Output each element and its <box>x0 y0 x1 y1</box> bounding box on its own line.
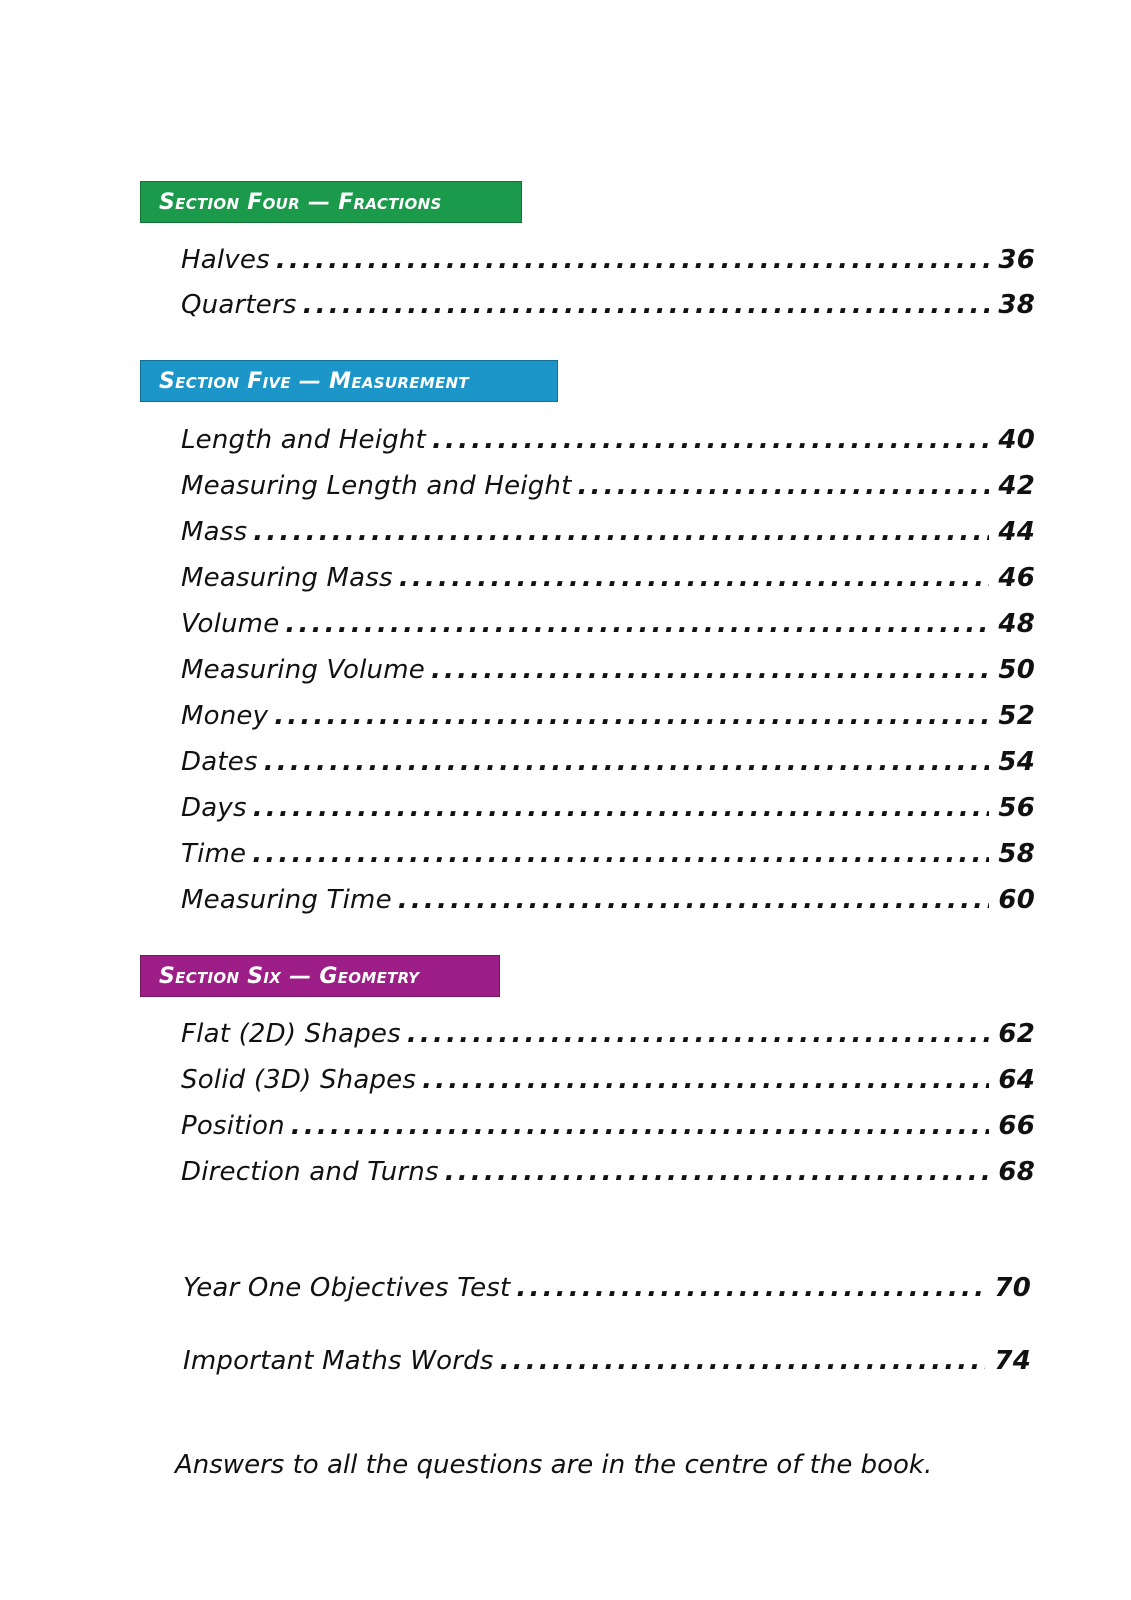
answers-note: Answers to all the questions are in the centre of the book. <box>175 1450 933 1480</box>
entry-label: Important Maths Words <box>183 1346 494 1376</box>
dot-leader <box>399 558 989 598</box>
entry-label: Length and Height <box>181 425 426 455</box>
entry-label: Mass <box>181 517 248 547</box>
dot-leader <box>445 1152 989 1192</box>
toc-entry-measuring-length-and-height[interactable] <box>181 466 1035 506</box>
toc-entry-solid-shapes[interactable] <box>181 1060 1035 1100</box>
toc-entry-flat-shapes[interactable] <box>181 1014 1035 1054</box>
toc-entry-dates[interactable] <box>181 742 1035 782</box>
entry-label: Year One Objectives Test <box>183 1273 511 1303</box>
entry-label: Solid (3D) Shapes <box>181 1065 417 1095</box>
dot-leader <box>291 1106 989 1146</box>
toc-entry-measuring-volume[interactable] <box>181 650 1035 690</box>
entry-page: 52 <box>998 701 1035 731</box>
entry-label: Measuring Time <box>181 885 392 915</box>
dot-leader <box>276 240 989 280</box>
entry-label: Time <box>181 839 247 869</box>
section-four-title: Section Four — Fractions <box>159 189 442 215</box>
entry-page: 54 <box>998 747 1035 777</box>
entry-page: 70 <box>994 1273 1031 1303</box>
entry-page: 46 <box>998 563 1035 593</box>
entry-label: Flat (2D) Shapes <box>181 1019 401 1049</box>
toc-entry-direction-and-turns[interactable] <box>181 1152 1035 1192</box>
dot-leader <box>252 834 989 874</box>
dot-leader <box>577 466 989 506</box>
entry-page: 36 <box>998 245 1035 275</box>
entry-label: Halves <box>181 245 270 275</box>
toc-entry-objectives-test[interactable] <box>183 1268 1031 1308</box>
entry-page: 48 <box>998 609 1035 639</box>
entry-page: 50 <box>998 655 1035 685</box>
entry-label: Measuring Volume <box>181 655 425 685</box>
entry-page: 40 <box>998 425 1035 455</box>
toc-entry-volume[interactable] <box>181 604 1035 644</box>
entry-page: 64 <box>998 1065 1035 1095</box>
toc-entry-position[interactable] <box>181 1106 1035 1146</box>
entry-label: Direction and Turns <box>181 1157 439 1187</box>
toc-entry-halves[interactable] <box>181 240 1035 280</box>
entry-page: 62 <box>998 1019 1035 1049</box>
entry-page: 44 <box>998 517 1035 547</box>
entry-label: Position <box>181 1111 285 1141</box>
entry-page: 74 <box>994 1346 1031 1376</box>
dot-leader <box>431 650 989 690</box>
entry-label: Quarters <box>181 290 297 320</box>
toc-entry-measuring-mass[interactable] <box>181 558 1035 598</box>
dot-leader <box>422 1060 989 1100</box>
section-five-header <box>140 360 558 402</box>
entry-label: Measuring Length and Height <box>181 471 572 501</box>
dot-leader <box>303 285 989 325</box>
entry-page: 68 <box>998 1157 1035 1187</box>
dot-leader <box>264 742 989 782</box>
entry-label: Money <box>181 701 269 731</box>
section-six-header <box>140 955 500 997</box>
toc-entry-money[interactable] <box>181 696 1035 736</box>
entry-label: Dates <box>181 747 258 777</box>
toc-entry-quarters[interactable] <box>181 285 1035 325</box>
toc-entry-days[interactable] <box>181 788 1035 828</box>
toc-entry-time[interactable] <box>181 834 1035 874</box>
dot-leader <box>253 788 989 828</box>
toc-entry-maths-words[interactable] <box>183 1341 1031 1381</box>
entry-page: 42 <box>998 471 1035 501</box>
section-four-header <box>140 181 522 223</box>
dot-leader <box>407 1014 989 1054</box>
section-five-title: Section Five — Measurement <box>159 368 469 394</box>
dot-leader <box>253 512 989 552</box>
dot-leader <box>285 604 989 644</box>
section-six-title: Section Six — Geometry <box>159 963 420 989</box>
entry-page: 56 <box>998 793 1035 823</box>
entry-page: 66 <box>998 1111 1035 1141</box>
entry-page: 58 <box>998 839 1035 869</box>
entry-page: 38 <box>998 290 1035 320</box>
dot-leader <box>432 420 989 460</box>
dot-leader <box>516 1268 985 1308</box>
dot-leader <box>274 696 989 736</box>
entry-label: Days <box>181 793 247 823</box>
toc-entry-length-and-height[interactable] <box>181 420 1035 460</box>
entry-label: Volume <box>181 609 280 639</box>
dot-leader <box>500 1341 985 1381</box>
entry-label: Measuring Mass <box>181 563 393 593</box>
entry-page: 60 <box>998 885 1035 915</box>
toc-entry-measuring-time[interactable] <box>181 880 1035 920</box>
dot-leader <box>398 880 989 920</box>
toc-entry-mass[interactable] <box>181 512 1035 552</box>
